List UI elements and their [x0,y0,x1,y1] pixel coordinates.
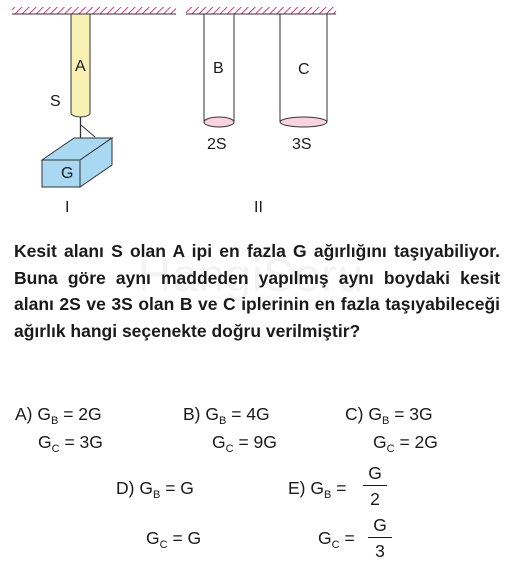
subscript-b: B [381,415,390,427]
symbol-g: G [318,528,332,548]
option-d-value-b: = G [165,478,194,498]
option-e-den-b: 2 [370,489,380,509]
option-e-num-b: G [363,463,387,486]
subscript-c: C [225,443,234,455]
option-c-value-b: = 3G [394,404,433,424]
block-label-g: G [61,165,74,182]
option-d-letter: D) [116,478,135,498]
symbol-g: G [368,404,382,424]
option-a-letter: A) [15,404,33,424]
symbol-g: G [37,404,51,424]
option-c-line-b[interactable] [345,404,433,427]
option-e-num-c: G [368,515,392,538]
option-e-letter: E) [288,478,306,498]
rope-b-area: 2S [207,136,227,153]
side-label-s: S [50,93,61,110]
rope-figure [0,0,508,220]
ceiling-1 [12,7,176,14]
rope-b-label: B [213,60,224,77]
subscript-c: C [386,443,395,455]
symbol-g: G [212,432,226,452]
subscript-b: B [219,415,227,427]
option-e-equals-c: = [344,528,355,548]
option-e-den-c: 3 [375,541,385,561]
symbol-g: G [205,404,219,424]
subscript-c: C [51,443,60,455]
subscript-b: B [51,415,59,427]
option-b-value-b: = 4G [231,404,270,424]
subscript-b: B [324,489,332,501]
option-b-letter: B) [183,404,201,424]
symbol-g: G [310,478,324,498]
option-c-letter: C) [345,404,364,424]
option-e-line-b[interactable] [288,478,346,501]
option-b-value-c: = 9G [238,432,277,452]
option-b-line-b[interactable] [183,404,270,427]
option-d-value-c: = G [172,528,202,548]
option-e-equals-b: = [336,478,347,498]
option-b-line-c[interactable] [212,432,277,455]
option-a-line-c[interactable] [38,432,103,455]
subscript-c: C [331,539,340,551]
caption-ii: II [254,199,263,216]
option-e-fraction-b [363,463,387,510]
subscript-b: B [152,489,161,501]
rope-c-area: 3S [292,136,312,153]
option-c-line-c[interactable] [373,432,438,455]
option-d-line-b[interactable] [116,478,194,501]
symbol-g: G [373,432,387,452]
symbol-g: G [38,432,52,452]
option-d-line-c[interactable] [146,528,201,551]
symbol-g: G [146,528,160,548]
symbol-g: G [139,478,153,498]
caption-i: I [65,199,70,216]
option-a-value-b: = 2G [63,404,102,424]
option-e-fraction-c [368,515,392,562]
subscript-c: C [159,539,168,551]
question-text: Kesit alanı S olan A ipi en fazla G ağırlığını taşıyabiliyor. Buna göre aynı maddeden yapılmış aynı boydaki kesit alanı 2S ve 3S olan B ve C iplerinin en fazla taşıyabileceği ağırlık hangi seçenekte doğru verilmiştir? [14,241,500,341]
option-a-line-b[interactable] [15,404,102,427]
rope-c-label: C [298,61,310,78]
rope-c-end [280,117,327,127]
rope-b-end [204,117,234,127]
option-a-value-c: = 3G [64,432,103,452]
ceiling-2 [186,7,336,14]
rope-a-label: A [75,58,86,75]
option-e-line-c[interactable] [318,528,355,551]
option-c-value-c: = 2G [399,432,438,452]
